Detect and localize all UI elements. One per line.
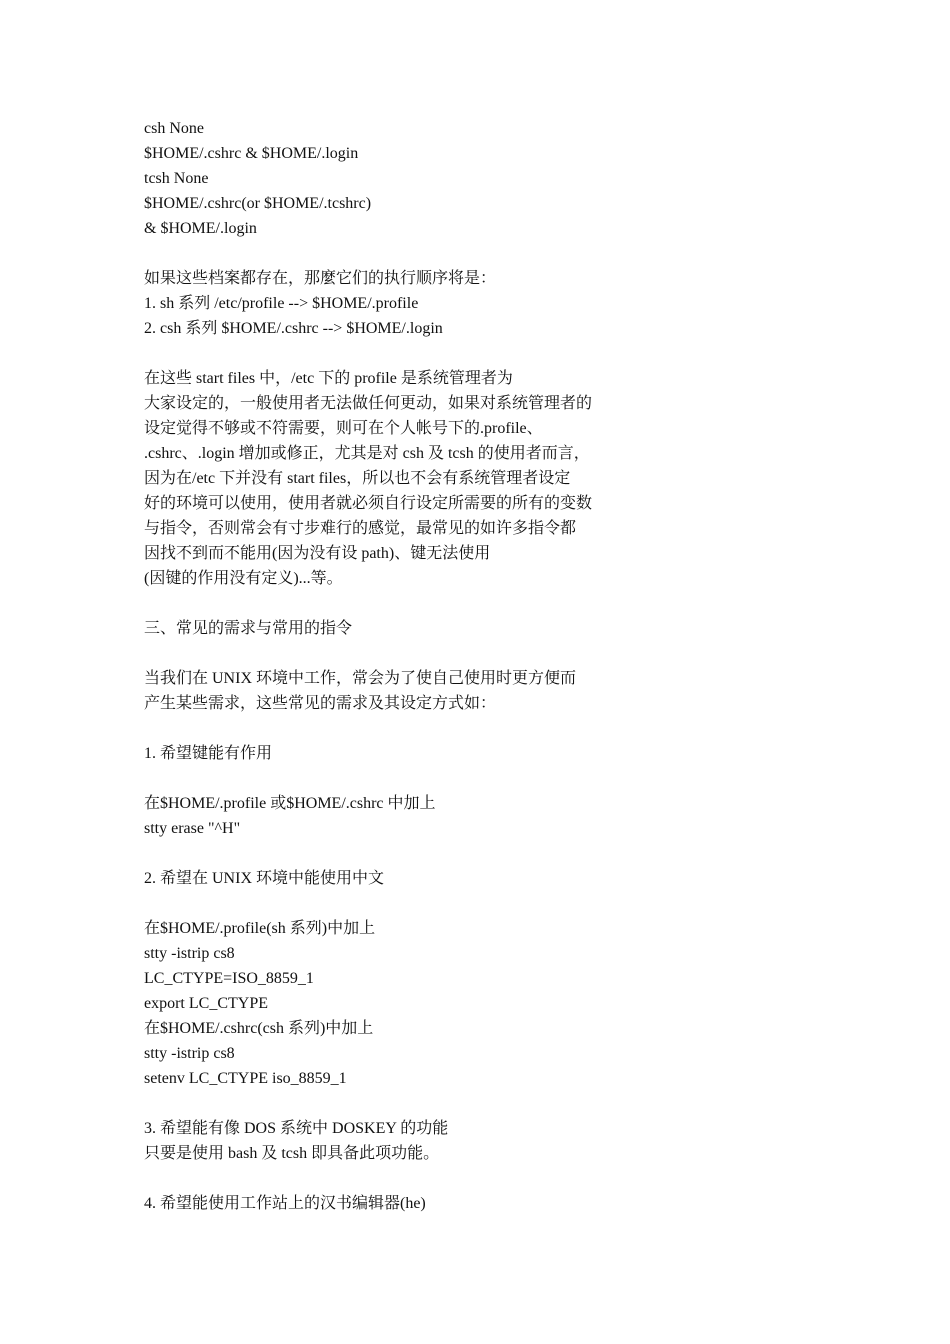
blank-line bbox=[144, 641, 844, 666]
text-line: csh None bbox=[144, 120, 204, 137]
blank-line bbox=[144, 341, 844, 366]
list-item-heading: 3. 希望能有像 DOS 系统中 DOSKEY 的功能 bbox=[144, 1120, 449, 1137]
text-line: 产生某些需求，这些常见的需求及其设定方式如： bbox=[144, 695, 497, 712]
command-line: stty erase "^H" bbox=[144, 820, 241, 837]
text-line: 2. csh 系列 $HOME/.cshrc --> $HOME/.login bbox=[144, 320, 443, 337]
text-line: 因找不到而不能用(因为没有设 path)、键无法使用 bbox=[144, 545, 491, 562]
command-line: stty -istrip cs8 bbox=[144, 945, 235, 962]
list-item-heading: 2. 希望在 UNIX 环境中能使用中文 bbox=[144, 870, 384, 887]
text-line: 在$HOME/.profile 或$HOME/.cshrc 中加上 bbox=[144, 795, 436, 812]
list-item-heading: 4. 希望能使用工作站上的汉书编辑器(he) bbox=[144, 1195, 426, 1212]
text-line: (因键的作用没有定义)...等。 bbox=[144, 570, 343, 587]
blank-line bbox=[144, 716, 844, 741]
text-line: 如果这些档案都存在，那麼它们的执行顺序将是： bbox=[144, 270, 497, 287]
blank-line bbox=[144, 1166, 844, 1191]
blank-line bbox=[144, 241, 844, 266]
section-heading: 三、常见的需求与常用的指令 bbox=[144, 620, 353, 637]
text-line: 因为在/etc 下并没有 start files，所以也不会有系统管理者设定 bbox=[144, 470, 571, 487]
list-item-heading: 1. 希望键能有作用 bbox=[144, 745, 273, 762]
blank-line bbox=[144, 1091, 844, 1116]
command-line: stty -istrip cs8 bbox=[144, 1045, 235, 1062]
text-line: 与指令，否则常会有寸步难行的感觉，最常见的如许多指令都 bbox=[144, 520, 577, 537]
text-line: 在$HOME/.profile(sh 系列)中加上 bbox=[144, 920, 376, 937]
text-line: 当我们在 UNIX 环境中工作，常会为了使自己使用时更方便而 bbox=[144, 670, 576, 687]
blank-line bbox=[144, 891, 844, 916]
text-line: 在这些 start files 中，/etc 下的 profile 是系统管理者为 bbox=[144, 370, 513, 387]
text-line: tcsh None bbox=[144, 170, 209, 187]
command-line: export LC_CTYPE bbox=[144, 995, 268, 1012]
blank-line bbox=[144, 766, 844, 791]
text-line: .cshrc、.login 增加或修正，尤其是对 csh 及 tcsh 的使用者而言， bbox=[144, 445, 590, 462]
command-line: LC_CTYPE=ISO_8859_1 bbox=[144, 970, 314, 987]
text-line: & $HOME/.login bbox=[144, 220, 257, 237]
text-line: 在$HOME/.cshrc(csh 系列)中加上 bbox=[144, 1020, 374, 1037]
text-line: $HOME/.cshrc(or $HOME/.tcshrc) bbox=[144, 195, 372, 212]
document-body bbox=[144, 116, 844, 1216]
text-line: 好的环境可以使用，使用者就必须自行设定所需要的所有的变数 bbox=[144, 495, 593, 512]
text-line: $HOME/.cshrc & $HOME/.login bbox=[144, 145, 359, 162]
blank-line bbox=[144, 591, 844, 616]
text-line: 只要是使用 bash 及 tcsh 即具备此项功能。 bbox=[144, 1145, 440, 1162]
command-line: setenv LC_CTYPE iso_8859_1 bbox=[144, 1070, 347, 1087]
text-line: 大家设定的，一般使用者无法做任何更动，如果对系统管理者的 bbox=[144, 395, 593, 412]
text-line: 设定觉得不够或不符需要，则可在个人帐号下的.profile、 bbox=[144, 420, 543, 437]
blank-line bbox=[144, 841, 844, 866]
text-line: 1. sh 系列 /etc/profile --> $HOME/.profile bbox=[144, 295, 419, 312]
